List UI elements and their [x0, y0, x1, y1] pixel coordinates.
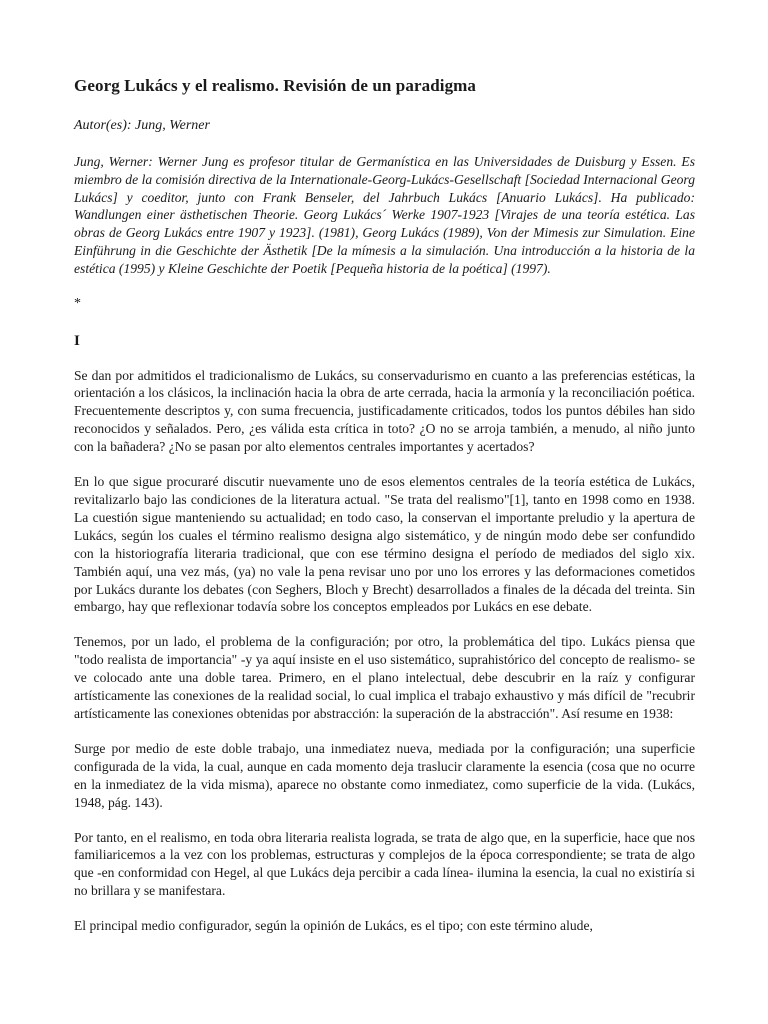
body-paragraph: El principal medio configurador, según la opinión de Lukács, es el tipo; con este término alude,: [74, 918, 593, 934]
body-paragraph: Se dan por admitidos el tradicionalismo de Lukács, su conservadurismo en cuanto a las preferencias estéticas, la orientación a los clásicos, la inclinación hacia la obra de arte cerrada, hacia la armonía y la reconciliación poética. Frecuentemente descriptos y, con suma frecuencia, justificadamente criticados, todos los puntos débiles han sido reconocidos y señalados. Pero, ¿es válida esta crítica in toto? ¿O no se arroja también, a menudo, al niño junto con la bañadera? ¿No se pasan por alto elementos centrales importantes y acertados?: [74, 367, 695, 455]
author-bio: Jung, Werner: Werner Jung es profesor titular de Germanística en las Universidades de Duisburg y Essen. Es miembro de la comisión directiva de la Internationale-Georg-Lukács-Gesellschaft [Sociedad Internacional Georg Lukács] y coeditor, junto con Frank Benseler, del Jahrbuch Lukács [Anuario Lukács]. Ha publicado: Wandlungen einer ästhetischen Theorie. Georg Lukács´ Werke 1907-1923 [Virajes de una teoría estética. Las obras de Georg Lukács entre 1907 y 1923]. (1981), Georg Lukács (1989), Von der Mimesis zur Simulation. Eine Einführung in die Geschichte der Ästhetik [De la mímesis a la simulación. Una introducción a la historia de la estética (1995) y Kleine Geschichte der Poetik [Pequeña historia de la poética] (1997).: [74, 154, 695, 276]
body-paragraph: Tenemos, por un lado, el problema de la configuración; por otro, la problemática del tipo. Lukács piensa que "todo realista de importancia" -y ya aquí insiste en el uso sistemático, suprahistórico del concepto de realismo- se ve colocado ante una doble tarea. Primero, en el plano intelectual, debe descubrir en la raíz y configurar artísticamente las conexiones de la realidad social, lo cual implica el trabajo exhaustivo y más difícil de "recubrir artísticamente las conexiones obtenidas por abstracción: la superación de la abstracción". Así resume en 1938:: [74, 634, 695, 721]
body-paragraph: En lo que sigue procuraré discutir nuevamente uno de esos elementos centrales de la teoría estética de Lukács, revitalizarlo bajo las condiciones de la literatura actual. "Se trata del realismo"[1], tanto en 1998 como en 1938. La cuestión sigue manteniendo su actualidad; en todo caso, la conservan el importante preludio y la apertura de Lukács, según los cuales el término realismo designa algo sistemático, y de ningún modo debe ser confundido con la historiografía literaria tradicional, que con ese término designa el período de mediados del siglo xix. También aquí, una vez más, (ya) no vale la pena revisar uno por uno los errores y las deformaciones cometidos por Lukács durante los debates (con Seghers, Bloch y Brecht) desarrollados a finales de la década del treinta. Sin embargo, hay que reflexionar todavía sobre los conceptos empleados por Lukács en ese debate.: [74, 474, 695, 615]
body-paragraph: Por tanto, en el realismo, en toda obra literaria realista lograda, se trata de algo que, en la superficie, hace que nos familiaricemos a la vez con los problemas, estructuras y complejos de la época correspondiente; se trata de algo que -en conformidad con Hegel, al que Lukács deja percibir a cada línea- ilumina la esencia, la cual no existiría si no brillara y se manifestara.: [74, 829, 695, 899]
body-paragraph: Surge por medio de este doble trabajo, una inmediatez nueva, mediada por la configuración; una superficie configurada de la vida, la cual, aunque en cada momento deja traslucir claramente la esencia (cosa que no ocurre en la inmediatez de la vida misma), aparece no obstante como inmediatez, como superficie de la vida. (Lukács, 1948, pág. 143).: [74, 740, 695, 810]
section-separator: *: [74, 295, 81, 311]
document-title: Georg Lukács y el realismo. Revisión de un paradigma: [74, 76, 477, 95]
section-heading: I: [74, 332, 80, 349]
author-line: Autor(es): Jung, Werner: [74, 118, 210, 133]
